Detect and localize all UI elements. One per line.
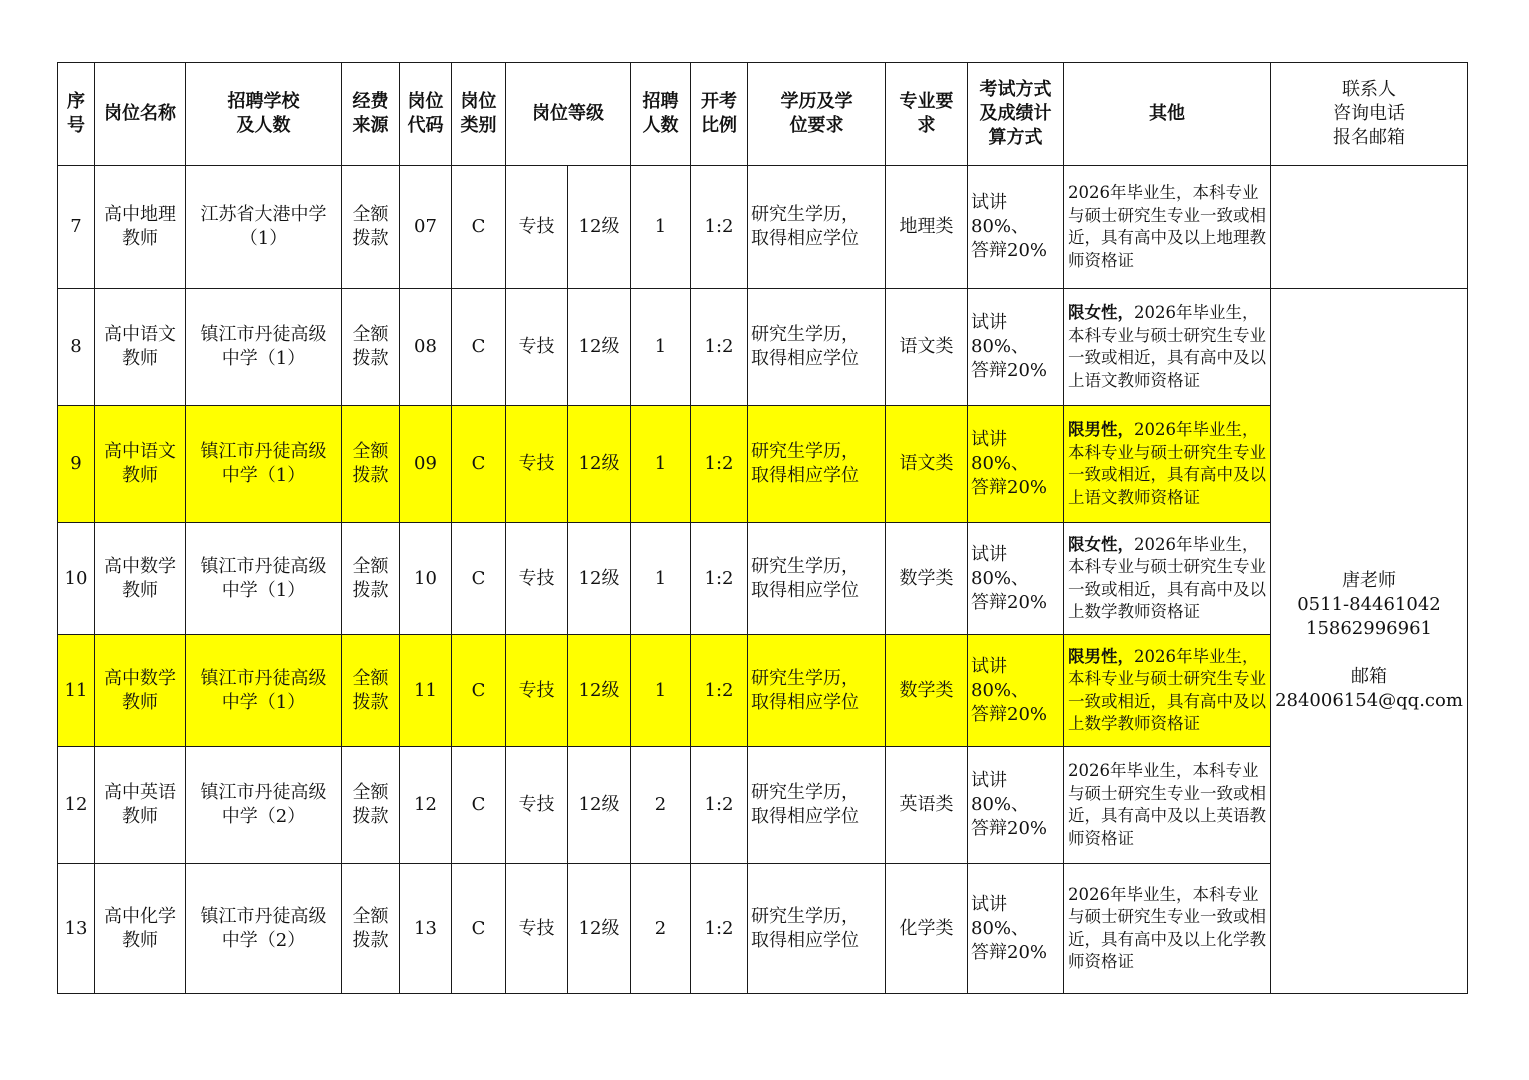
header-post-level: 岗位等级: [506, 63, 631, 166]
cell-funding: 全额 拨款: [342, 166, 400, 289]
cell-other: [1064, 406, 1271, 523]
cell-school: 江苏省大港中学 （1）: [186, 166, 342, 289]
cell-exam-ratio: 1:2: [691, 635, 748, 747]
header-seq: 序号: [58, 63, 95, 166]
cell-exam-method: 试讲80%、 答辩20%: [968, 523, 1064, 635]
cell-seq: 9: [58, 406, 95, 523]
cell-recruit-count: 2: [631, 747, 691, 864]
cell-exam-method: 试讲80%、 答辩20%: [968, 635, 1064, 747]
header-recruit-count: 招聘 人数: [631, 63, 691, 166]
header-exam-method: 考试方式 及成绩计 算方式: [968, 63, 1064, 166]
cell-post-code: 07: [400, 166, 452, 289]
cell-post-code: 13: [400, 864, 452, 994]
table-row: [58, 635, 1468, 747]
cell-school: 镇江市丹徒高级 中学（2）: [186, 747, 342, 864]
cell-major: 语文类: [886, 406, 968, 523]
cell-exam-method: 试讲80%、 答辩20%: [968, 166, 1064, 289]
cell-level-category: 专技: [506, 166, 568, 289]
cell-exam-method: 试讲80%、 答辩20%: [968, 864, 1064, 994]
cell-major: 数学类: [886, 635, 968, 747]
cell-school: 镇江市丹徒高级 中学（1）: [186, 523, 342, 635]
cell-school: 镇江市丹徒高级 中学（1）: [186, 406, 342, 523]
cell-recruit-count: 1: [631, 406, 691, 523]
cell-seq: 10: [58, 523, 95, 635]
table-row: [58, 289, 1468, 406]
table-row: [58, 864, 1468, 994]
other-requirements: 2026年毕业生，本科专业与硕士研究生专业一致或相近，具有高中及以上英语教师资格证: [1068, 761, 1266, 848]
cell-recruit-count: 1: [631, 523, 691, 635]
cell-education: 研究生学历， 取得相应学位: [748, 864, 886, 994]
header-school: 招聘学校 及人数: [186, 63, 342, 166]
cell-post-name: 高中数学 教师: [95, 523, 186, 635]
cell-school: 镇江市丹徒高级 中学（1）: [186, 289, 342, 406]
cell-post-name: 高中语文 教师: [95, 289, 186, 406]
cell-exam-ratio: 1:2: [691, 406, 748, 523]
table-row: [58, 166, 1468, 289]
cell-seq: 12: [58, 747, 95, 864]
header-exam-ratio: 开考 比例: [691, 63, 748, 166]
gender-restriction: 限女性，: [1068, 303, 1134, 322]
cell-level-category: 专技: [506, 289, 568, 406]
cell-post-type: C: [452, 166, 506, 289]
cell-post-code: 10: [400, 523, 452, 635]
cell-school: 镇江市丹徒高级 中学（1）: [186, 635, 342, 747]
contact-phone: 0511-84461042: [1297, 594, 1441, 615]
header-major: 专业要 求: [886, 63, 968, 166]
cell-post-type: C: [452, 747, 506, 864]
cell-education: 研究生学历， 取得相应学位: [748, 747, 886, 864]
cell-level: 12级: [568, 406, 631, 523]
cell-exam-method: 试讲80%、 答辩20%: [968, 406, 1064, 523]
cell-exam-ratio: 1:2: [691, 523, 748, 635]
header-funding: 经费 来源: [342, 63, 400, 166]
cell-major: 英语类: [886, 747, 968, 864]
contact-email: 284006154@qq.com: [1275, 690, 1463, 711]
other-requirements: 2026年毕业生，本科专业与硕士研究生专业一致或相近，具有高中及以上数学教师资格证: [1068, 534, 1266, 621]
cell-recruit-count: 2: [631, 864, 691, 994]
cell-level-category: 专技: [506, 635, 568, 747]
cell-level: 12级: [568, 289, 631, 406]
cell-education: 研究生学历， 取得相应学位: [748, 406, 886, 523]
cell-level: 12级: [568, 635, 631, 747]
cell-other: [1064, 635, 1271, 747]
contact-info: [1271, 289, 1468, 994]
cell-level: 12级: [568, 747, 631, 864]
cell-post-code: 11: [400, 635, 452, 747]
cell-education: 研究生学历， 取得相应学位: [748, 289, 886, 406]
cell-funding: 全额 拨款: [342, 864, 400, 994]
other-requirements: 2026年毕业生，本科专业与硕士研究生专业一致或相近，具有高中及以上语文教师资格证: [1068, 303, 1266, 390]
header-post-type: 岗位 类别: [452, 63, 506, 166]
cell-exam-method: 试讲80%、 答辩20%: [968, 289, 1064, 406]
cell-exam-ratio: 1:2: [691, 864, 748, 994]
recruitment-table: [57, 62, 1468, 994]
gender-restriction: 限男性，: [1068, 420, 1134, 439]
cell-level-category: 专技: [506, 747, 568, 864]
cell-other: [1064, 864, 1271, 994]
cell-education: 研究生学历， 取得相应学位: [748, 166, 886, 289]
header-contact: 联系人 咨询电话 报名邮箱: [1271, 63, 1468, 166]
other-requirements: 2026年毕业生，本科专业与硕士研究生专业一致或相近，具有高中及以上数学教师资格证: [1068, 646, 1266, 733]
cell-contact-empty: [1271, 166, 1468, 289]
contact-mail-label: 邮箱: [1351, 666, 1387, 687]
cell-recruit-count: 1: [631, 635, 691, 747]
gender-restriction: 限男性，: [1068, 646, 1134, 666]
cell-seq: 7: [58, 166, 95, 289]
cell-exam-ratio: 1:2: [691, 747, 748, 864]
cell-other: [1064, 747, 1271, 864]
cell-major: 语文类: [886, 289, 968, 406]
cell-post-code: 09: [400, 406, 452, 523]
cell-post-name: 高中数学 教师: [95, 635, 186, 747]
cell-major: 化学类: [886, 864, 968, 994]
table-row: [58, 523, 1468, 635]
cell-seq: 11: [58, 635, 95, 747]
other-requirements: 2026年毕业生，本科专业与硕士研究生专业一致或相近，具有高中及以上化学教师资格证: [1068, 884, 1266, 971]
cell-level-category: 专技: [506, 864, 568, 994]
cell-post-name: 高中语文 教师: [95, 406, 186, 523]
cell-post-code: 08: [400, 289, 452, 406]
cell-level: 12级: [568, 523, 631, 635]
gender-restriction: 限女性，: [1068, 534, 1134, 554]
cell-school: 镇江市丹徒高级 中学（2）: [186, 864, 342, 994]
other-requirements: 2026年毕业生，本科专业与硕士研究生专业一致或相近，具有高中及以上语文教师资格证: [1068, 420, 1266, 507]
cell-education: 研究生学历， 取得相应学位: [748, 523, 886, 635]
cell-post-type: C: [452, 406, 506, 523]
cell-seq: 13: [58, 864, 95, 994]
cell-exam-ratio: 1:2: [691, 289, 748, 406]
cell-funding: 全额 拨款: [342, 747, 400, 864]
cell-post-name: 高中英语 教师: [95, 747, 186, 864]
other-requirements: 2026年毕业生，本科专业与硕士研究生专业一致或相近，具有高中及以上地理教师资格证: [1068, 183, 1266, 270]
contact-name: 唐老师: [1342, 570, 1396, 591]
cell-post-name: 高中地理 教师: [95, 166, 186, 289]
cell-other: [1064, 289, 1271, 406]
cell-post-code: 12: [400, 747, 452, 864]
header-row: [58, 63, 1468, 166]
cell-post-type: C: [452, 289, 506, 406]
cell-funding: 全额 拨款: [342, 523, 400, 635]
header-education: 学历及学 位要求: [748, 63, 886, 166]
table-row: [58, 747, 1468, 864]
cell-post-type: C: [452, 864, 506, 994]
cell-other: [1064, 166, 1271, 289]
cell-level: 12级: [568, 864, 631, 994]
cell-seq: 8: [58, 289, 95, 406]
cell-level-category: 专技: [506, 523, 568, 635]
cell-major: 数学类: [886, 523, 968, 635]
cell-recruit-count: 1: [631, 289, 691, 406]
header-post-code: 岗位 代码: [400, 63, 452, 166]
table-row: [58, 406, 1468, 523]
cell-exam-ratio: 1:2: [691, 166, 748, 289]
cell-post-type: C: [452, 635, 506, 747]
cell-funding: 全额 拨款: [342, 406, 400, 523]
contact-mobile: 15862996961: [1306, 618, 1432, 639]
cell-post-type: C: [452, 523, 506, 635]
header-other: 其他: [1064, 63, 1271, 166]
cell-post-name: 高中化学 教师: [95, 864, 186, 994]
cell-recruit-count: 1: [631, 166, 691, 289]
cell-level: 12级: [568, 166, 631, 289]
cell-funding: 全额 拨款: [342, 635, 400, 747]
cell-major: 地理类: [886, 166, 968, 289]
header-post-name: 岗位名称: [95, 63, 186, 166]
cell-funding: 全额 拨款: [342, 289, 400, 406]
cell-level-category: 专技: [506, 406, 568, 523]
cell-other: [1064, 523, 1271, 635]
cell-exam-method: 试讲80%、 答辩20%: [968, 747, 1064, 864]
cell-education: 研究生学历， 取得相应学位: [748, 635, 886, 747]
